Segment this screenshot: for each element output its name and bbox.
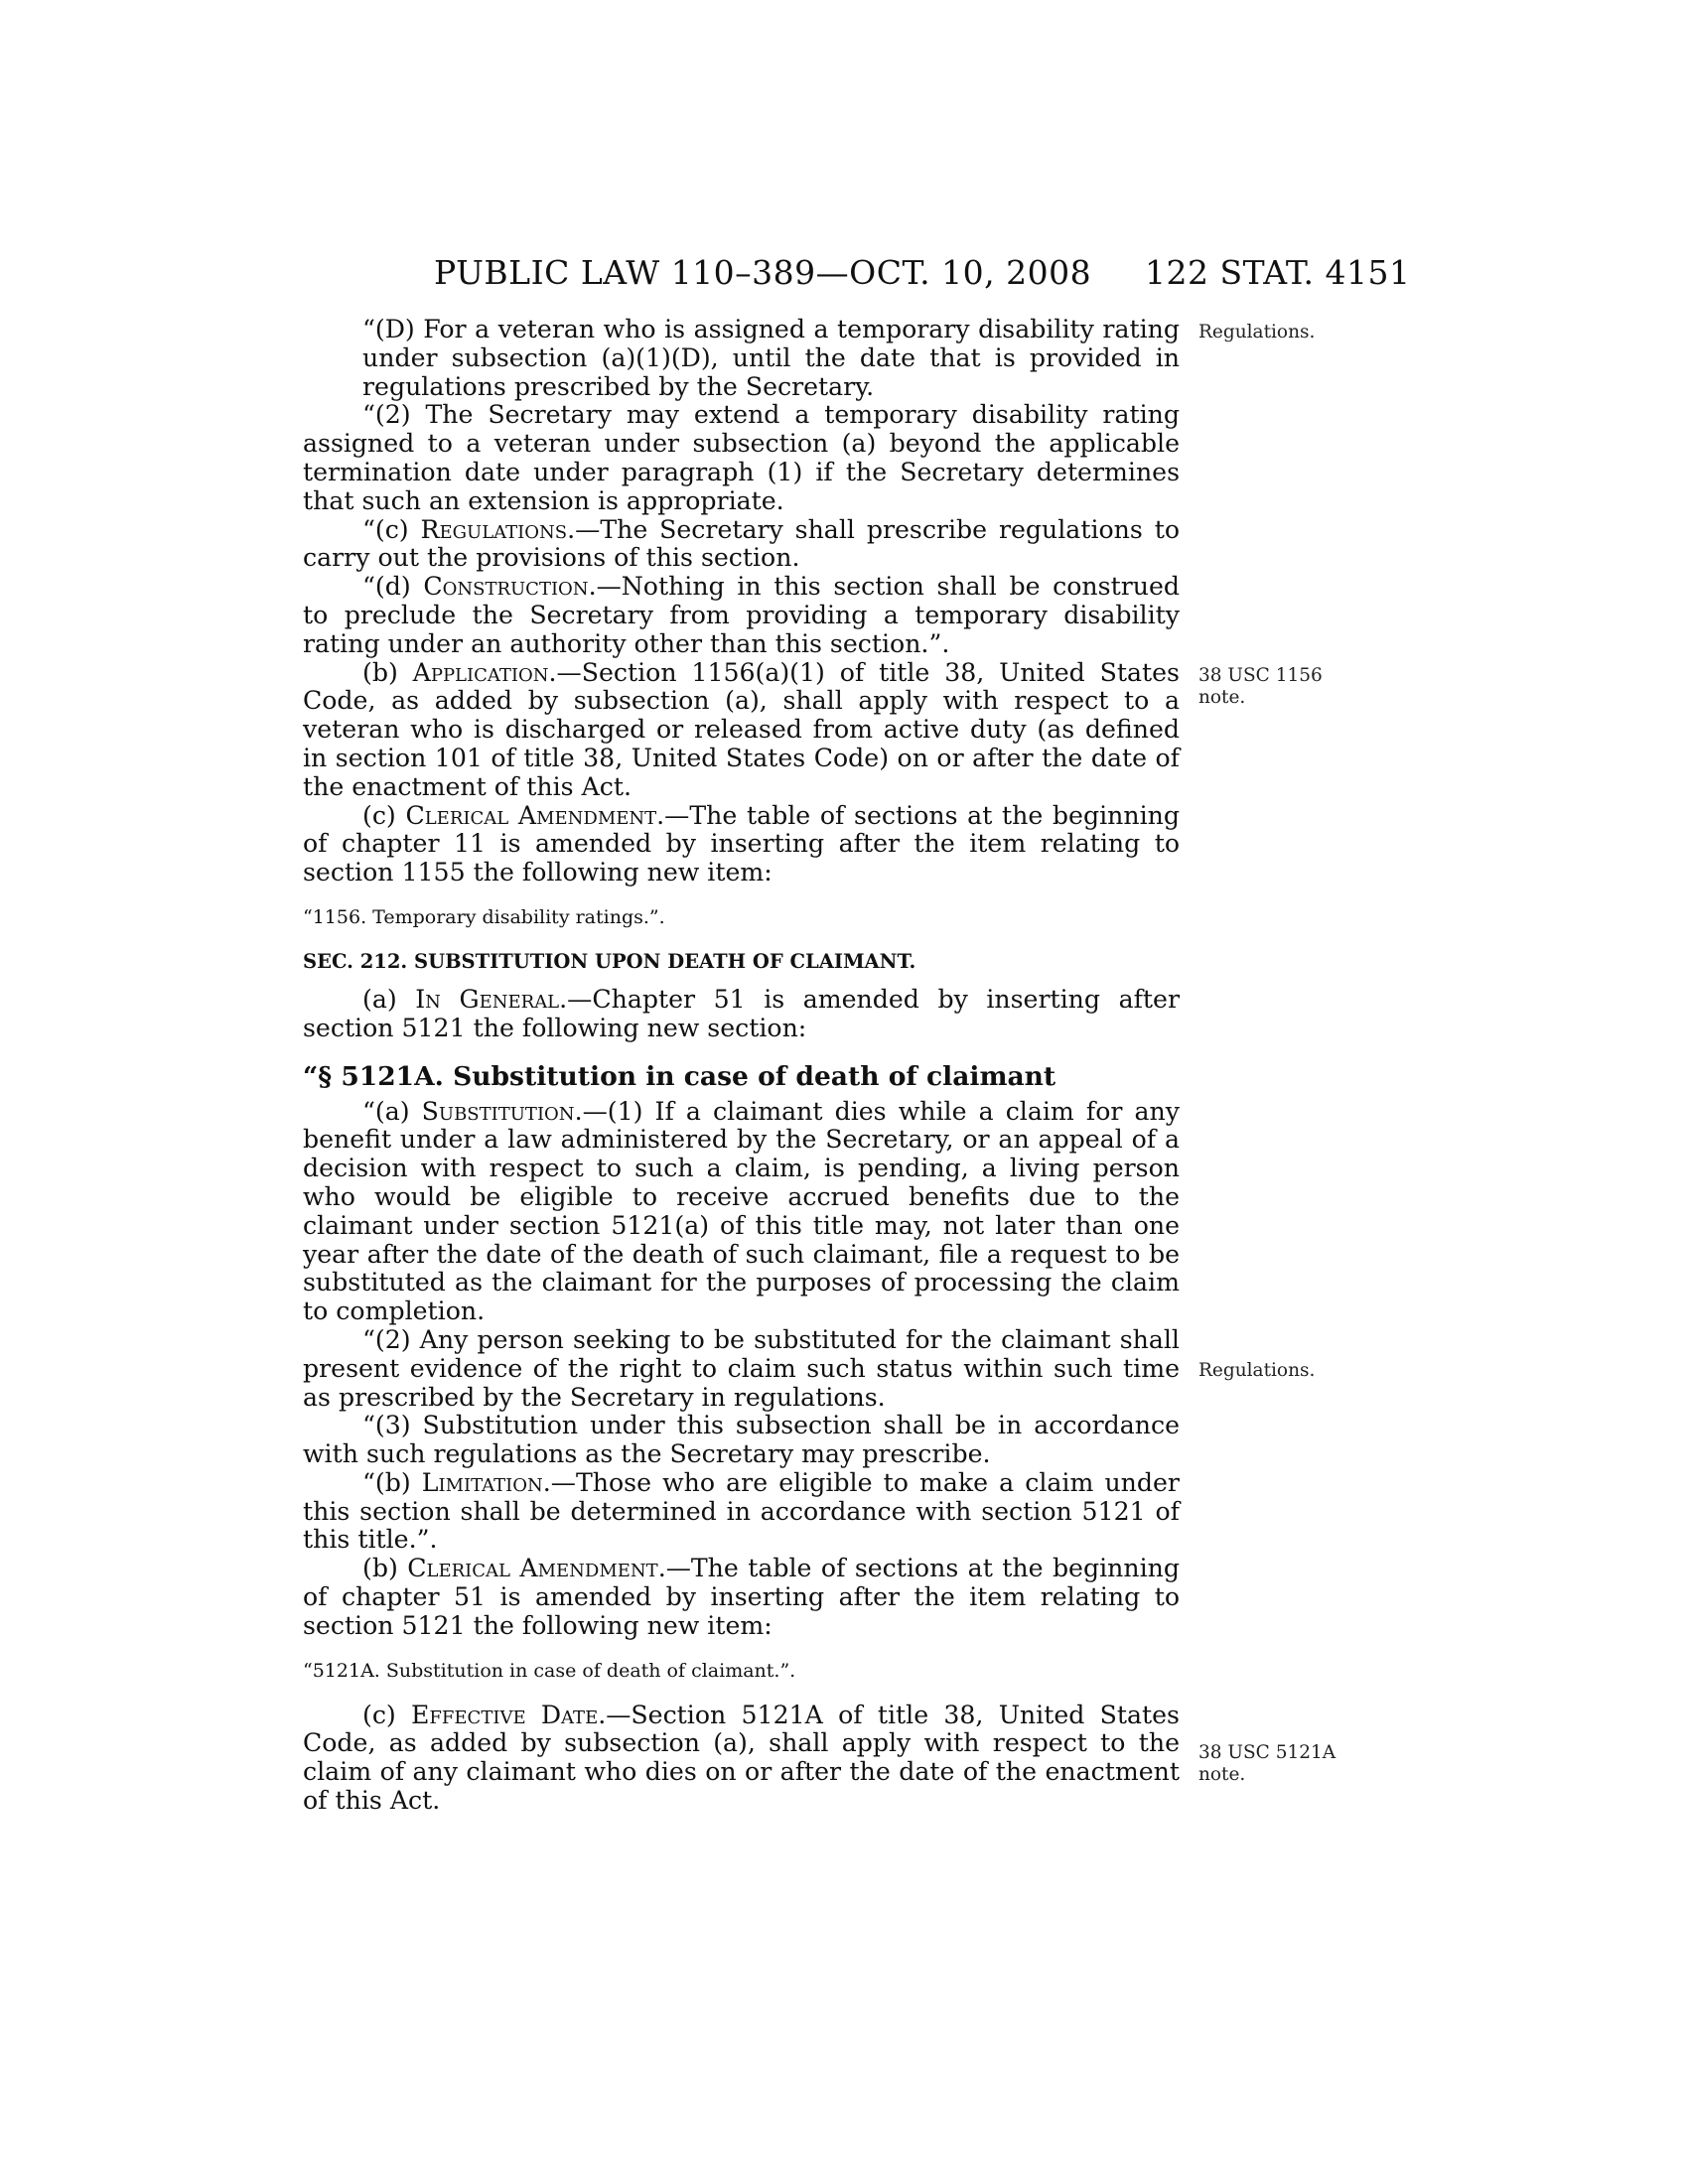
paragraph-effective-date xyxy=(303,1702,1180,1816)
margin-note-citation: 38 USC 5121A xyxy=(1198,1742,1336,1763)
section-5121a-heading: “§ 5121A. Substitution in case of death of claimant xyxy=(303,1060,1056,1092)
paragraph-extension: “(2) The Secretary may extend a temporary disability rating assigned to a veteran under subsection (a) beyond the applicable termination date under paragraph (1) if the Secretary determines that such an extension is appropriate. xyxy=(303,400,1180,515)
paragraph-lead: (c) xyxy=(362,800,406,830)
paragraph-application xyxy=(303,659,1180,802)
paragraph-caption: Application xyxy=(412,657,549,687)
paragraph-caption: Clerical Amendment xyxy=(405,800,657,830)
paragraph-text: .—The Secretary shall prescribe regulations to carry out the provisions of this section. xyxy=(303,514,1180,573)
paragraph-lead: “(c) xyxy=(362,514,421,544)
margin-note-citation: 38 USC 1156 xyxy=(1198,665,1323,686)
paragraph-lead: (b) xyxy=(362,1554,408,1583)
section-212-heading: SEC. 212. SUBSTITUTION UPON DEATH OF CLAIMANT. xyxy=(303,949,916,973)
page-body xyxy=(303,316,1180,1816)
margin-note-regulations: Regulations. xyxy=(1198,1360,1316,1381)
paragraph-lead: (c) xyxy=(362,1700,412,1729)
paragraph-limitation xyxy=(303,1469,1180,1555)
paragraph-caption: Construction xyxy=(423,572,589,602)
paragraph-lead: (b) xyxy=(362,657,413,687)
paragraph-lead: “(a) xyxy=(362,1096,422,1126)
paragraph-lead: “(d) xyxy=(362,572,424,602)
margin-note-note-label: note. xyxy=(1198,1764,1246,1785)
paragraph-text: .—Section 1156(a)(1) of title 38, United States Code, as added by subsection (a), shall apply with respect to a veteran who is discharged or released from active duty (as defined in section 101 of title 38, United States Code) on or after the date of the enactment of this Act. xyxy=(303,657,1180,801)
paragraph-text: .—(1) If a claimant dies while a claim for any benefit under a law administered by the Secretary, or an appeal of a decision with respect to such a claim, is pending, a living person who would be eligible to receive accrued benefits due to the claimant under section 5121(a) of this title may, not later than one year after the date of the death of such claimant, file a request to be substituted as the claimant for the purposes of processing the claim to completion. xyxy=(303,1096,1180,1326)
paragraph-clerical-amendment-ch11 xyxy=(303,802,1180,887)
paragraph-caption: Effective Date xyxy=(411,1700,599,1729)
running-header-title: PUBLIC LAW 110–389—OCT. 10, 2008 xyxy=(434,253,1092,292)
running-header-page-number: 122 STAT. 4151 xyxy=(1145,253,1411,292)
paragraph-text: .—The table of sections at the beginning of chapter 51 is amended by inserting after the item relating to section 5121 the following new item: xyxy=(303,1554,1180,1640)
table-of-sections-item: “1156. Temporary disability ratings.”. xyxy=(303,905,665,928)
paragraph-text: .—Nothing in this section shall be construed to preclude the Secretary from providing a temporary disability rating under an authority other than this section.”. xyxy=(303,572,1180,658)
paragraph-caption: Limitation xyxy=(421,1467,543,1497)
paragraph-text: .—Those who are eligible to make a claim under this section shall be determined in accordance with section 5121 of this title.”. xyxy=(303,1467,1180,1555)
margin-note-note-label: note. xyxy=(1198,687,1246,708)
margin-note-regulations: Regulations. xyxy=(1198,322,1316,342)
paragraph-in-general xyxy=(303,986,1180,1043)
paragraph-substitution-regulations: “(3) Substitution under this subsection shall be in accordance with such regulations as the Secretary may prescribe. xyxy=(303,1411,1180,1469)
paragraph-caption: Regulations xyxy=(420,514,568,544)
paragraph-caption: Clerical Amendment xyxy=(407,1554,658,1583)
table-of-sections-item: “5121A. Substitution in case of death of claimant.”. xyxy=(303,1659,796,1682)
paragraph-lead: “(b) xyxy=(362,1467,422,1497)
paragraph-construction xyxy=(303,573,1180,658)
paragraph-substitution xyxy=(303,1098,1180,1326)
paragraph-clerical-amendment-ch51 xyxy=(303,1555,1180,1640)
paragraph-caption: Substitution xyxy=(421,1096,575,1126)
paragraph-lead: (a) xyxy=(362,984,416,1014)
paragraph-text: .—Chapter 51 is amended by inserting after section 5121 the following new section: xyxy=(303,984,1180,1042)
paragraph-temporary-rating-d: “(D) For a veteran who is assigned a temporary disability rating under subsection (a)(1)(D), until the date that is provided in regulations prescribed by the Secretary. xyxy=(362,315,1180,401)
paragraph-text: .—Section 5121A of title 38, United States Code, as added by subsection (a), shall apply with respect to the claim of any claimant who dies on or after the date of the enactment of this Act. xyxy=(303,1700,1180,1816)
paragraph-regulations xyxy=(303,516,1180,574)
paragraph-text: .—The table of sections at the beginning of chapter 11 is amended by inserting after the item relating to section 1155 the following new item: xyxy=(303,800,1180,887)
margin-note-usc-1156 xyxy=(1198,665,1323,709)
paragraph-caption: In General xyxy=(415,984,560,1014)
margin-note-usc-5121a xyxy=(1198,1742,1336,1786)
paragraph-evidence-of-right: “(2) Any person seeking to be substituted for the claimant shall present evidence of the right to claim such status within such time as prescribed by the Secretary in regulations. xyxy=(303,1324,1180,1412)
